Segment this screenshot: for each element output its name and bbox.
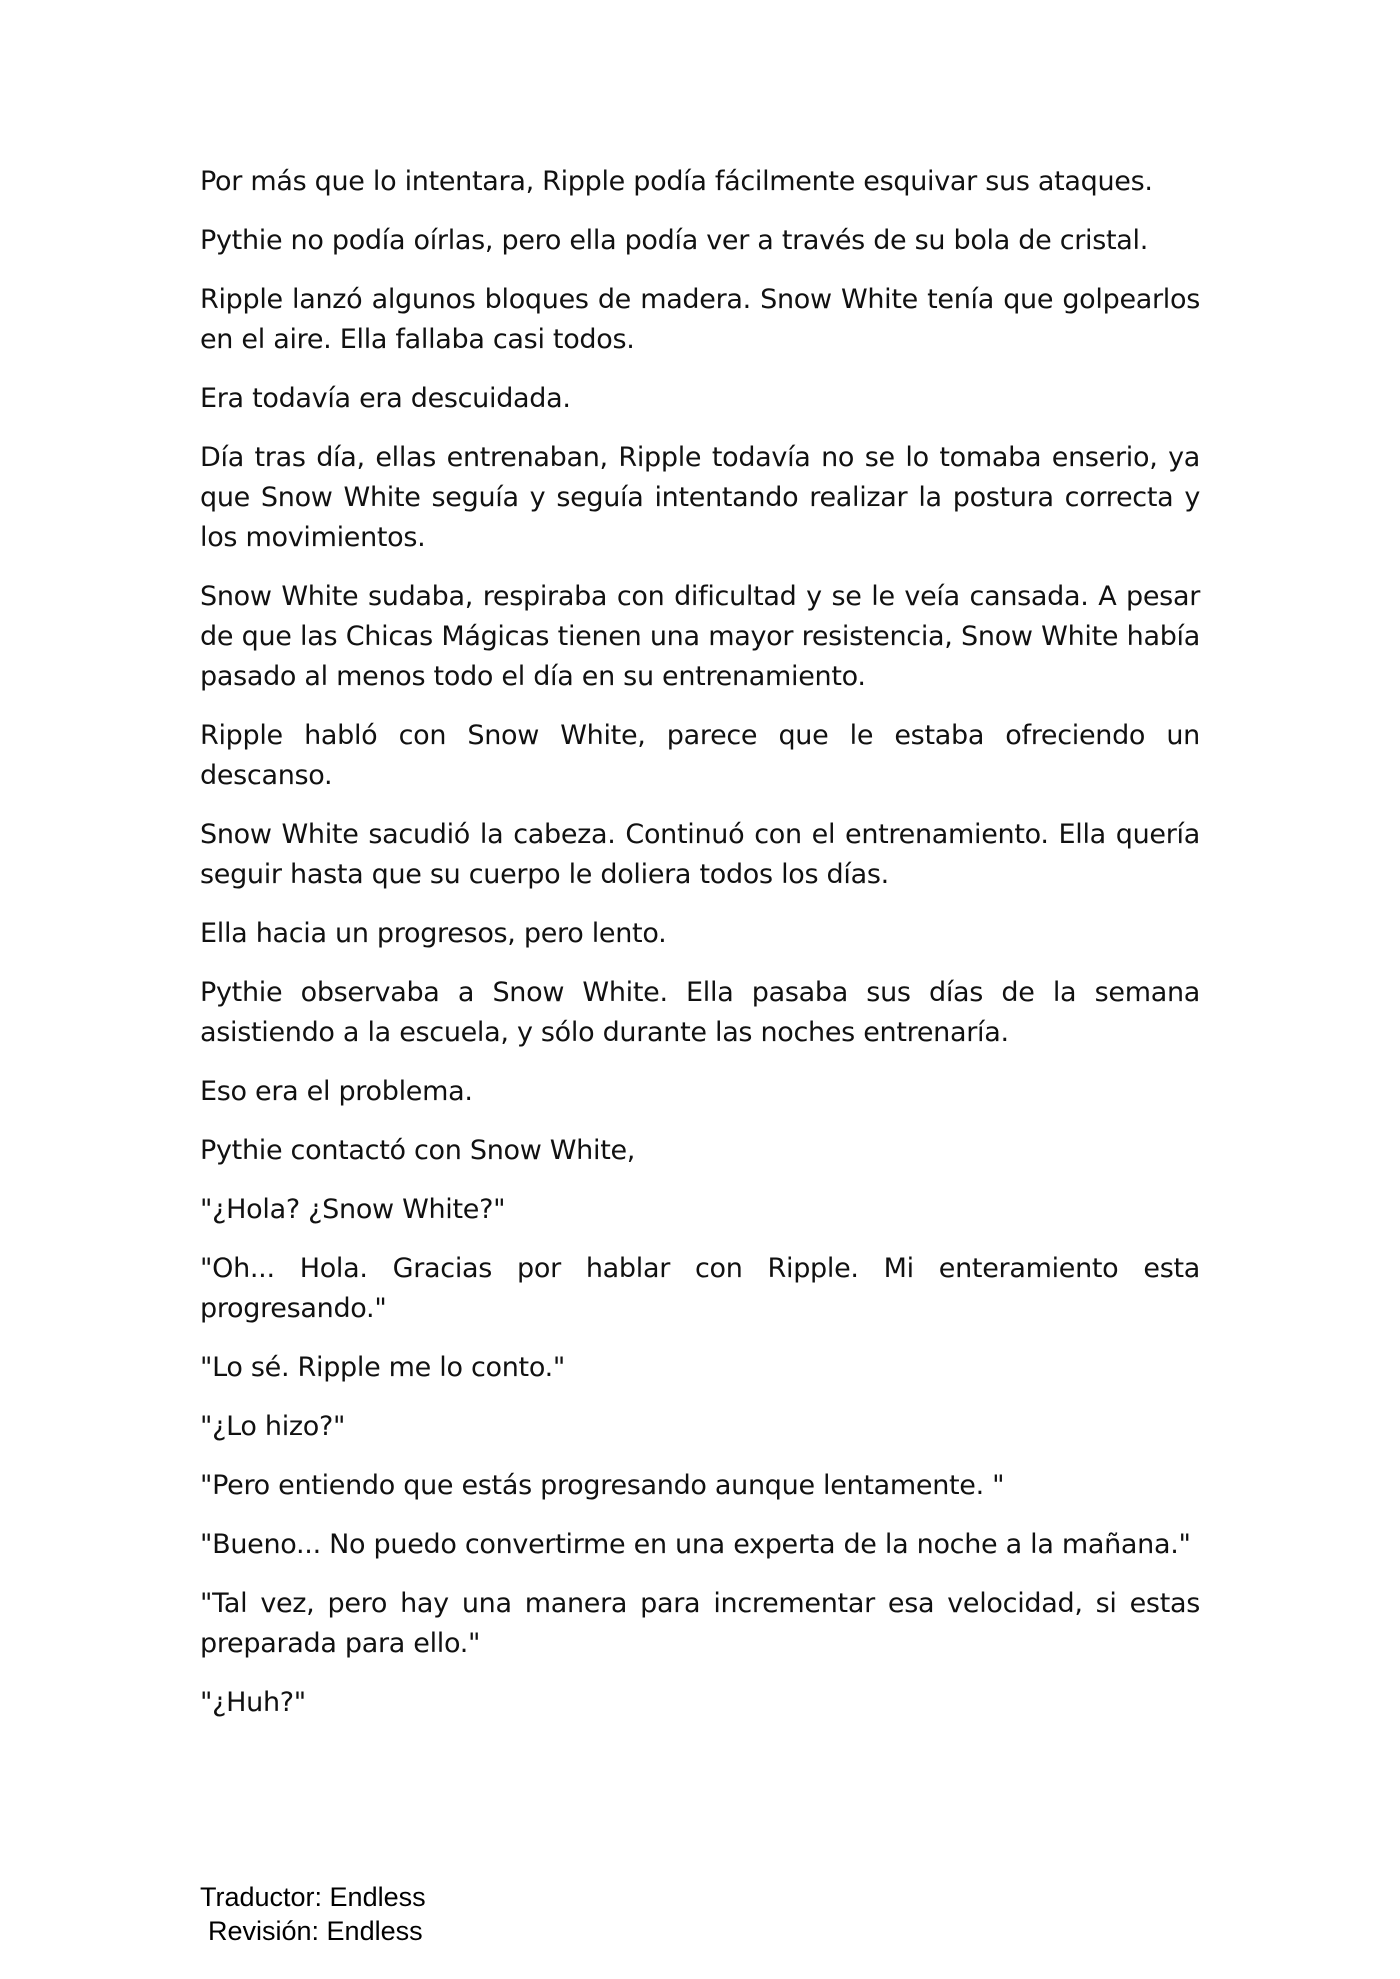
paragraph: Era todavía era descuidada.: [200, 383, 571, 414]
paragraph: Ripple lanzó algunos bloques de madera. Snow White tenía que golpearlos en el aire. Ella fallaba casi todos.: [200, 284, 1200, 355]
paragraph: Pythie observaba a Snow White. Ella pasaba sus días de la semana asistiendo a la escuela, y sólo durante las noches entrenaría.: [200, 977, 1200, 1048]
dialogue-line: "Bueno... No puedo convertirme en una experta de la noche a la mañana.": [200, 1529, 1191, 1560]
paragraph: Snow White sacudió la cabeza. Continuó con el entrenamiento. Ella quería seguir hasta que su cuerpo le doliera todos los días.: [200, 819, 1200, 890]
document-body: [200, 162, 1200, 1742]
paragraph: Eso era el problema.: [200, 1076, 473, 1107]
paragraph: Por más que lo intentara, Ripple podía fácilmente esquivar sus ataques.: [200, 166, 1153, 197]
paragraph: Pythie no podía oírlas, pero ella podía ver a través de su bola de cristal.: [200, 225, 1149, 256]
dialogue-line: "¿Huh?": [200, 1687, 306, 1718]
paragraph: Ella hacia un progresos, pero lento.: [200, 918, 667, 949]
dialogue-line: "¿Lo hizo?": [200, 1411, 346, 1442]
paragraph: Día tras día, ellas entrenaban, Ripple todavía no se lo tomaba enserio, ya que Snow White seguía y seguía intentando realizar la postura correcta y los movimientos.: [200, 442, 1200, 553]
paragraph: Ripple habló con Snow White, parece que le estaba ofreciendo un descanso.: [200, 720, 1200, 791]
dialogue-line: "¿Hola? ¿Snow White?": [200, 1194, 506, 1225]
paragraph: Pythie contactó con Snow White,: [200, 1135, 636, 1166]
translator-credit: Traductor: Endless: [200, 1882, 426, 1912]
dialogue-line: "Tal vez, pero hay una manera para incrementar esa velocidad, si estas preparada para ello.": [200, 1588, 1200, 1659]
dialogue-line: "Lo sé. Ripple me lo conto.": [200, 1352, 565, 1383]
credits-footer: [200, 1880, 426, 1948]
dialogue-line: "Pero entiendo que estás progresando aunque lentamente. ": [200, 1470, 1005, 1501]
dialogue-line: "Oh... Hola. Gracias por hablar con Ripple. Mi enteramiento esta progresando.": [200, 1253, 1200, 1324]
paragraph: Snow White sudaba, respiraba con dificultad y se le veía cansada. A pesar de que las Chicas Mágicas tienen una mayor resistencia, Snow White había pasado al menos todo el día en su entrenamiento.: [200, 581, 1200, 692]
revision-credit: Revisión: Endless: [208, 1916, 423, 1946]
